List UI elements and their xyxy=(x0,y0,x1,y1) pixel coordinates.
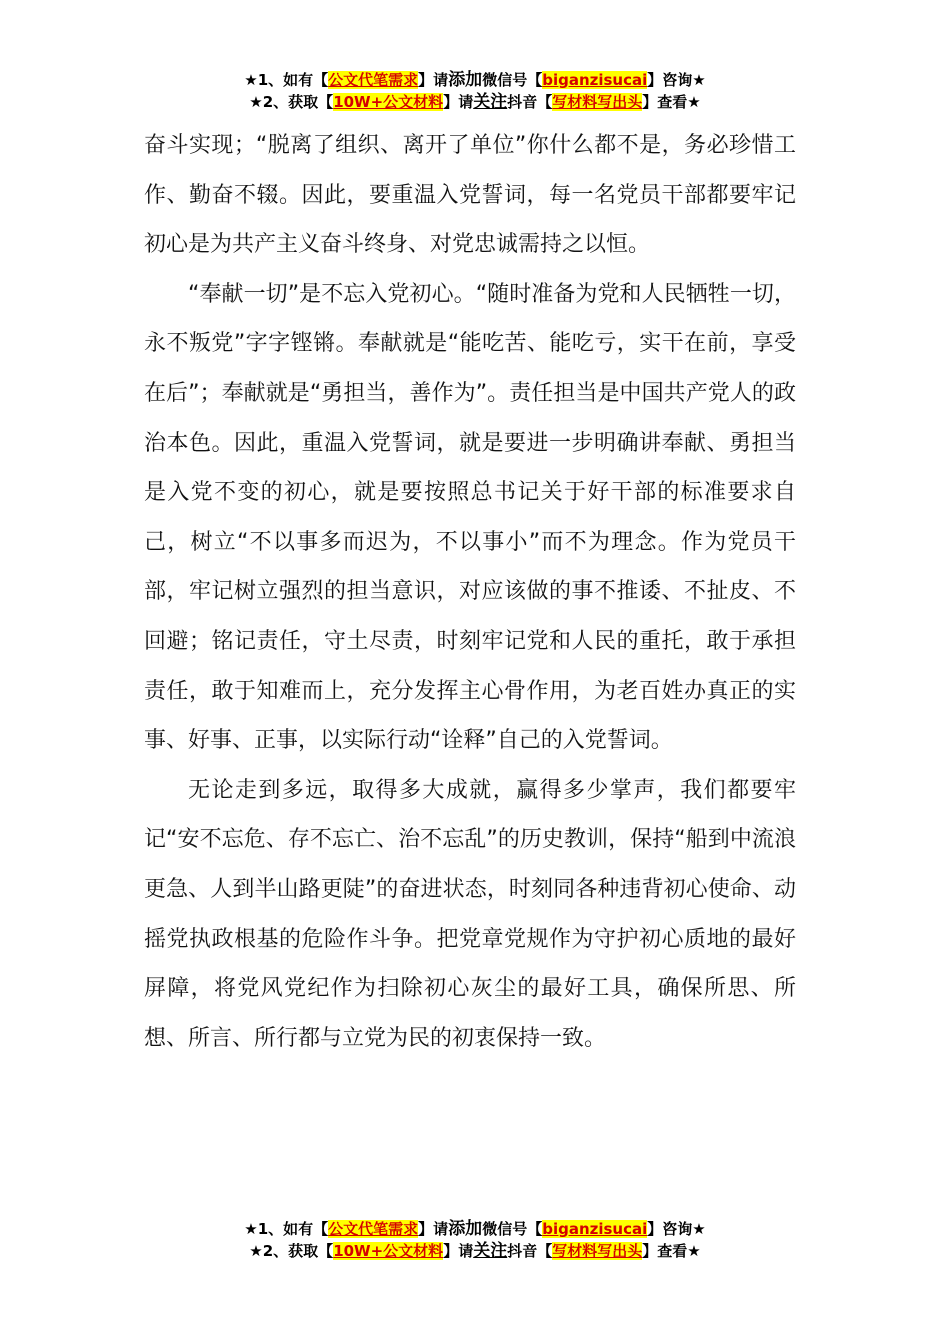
paragraph: “奉献一切”是不忘入党初心。“随时准备为党和人民牺牲一切，永不叛党”字字铿锵。奉献就是“能吃苦、能吃亏，实干在前，享受在后”；奉献就是“勇担当，善作为”。责任担当是中国共产党人的政治本色。因此，重温入党誓词，就是要进一步明确讲奉献、勇担当是入党不变的初心，就是要按照总书记关于好干部的标准要求自己，树立“不以事多而迟为，不以事小”而不为理念。作为党员干部，牢记树立强烈的担当意识，对应该做的事不推诿、不扯皮、不回避；铭记责任，守土尽责，时刻牢记党和人民的重托，敢于承担责任，敢于知难而上，充分发挥主心骨作用，为老百姓办真正的实事、好事、正事，以实际行动“诠释”自己的入党誓词。 xyxy=(144,281,796,754)
materials-highlight: 10W+公文材料 xyxy=(333,1242,444,1260)
banner-text: 】请 xyxy=(443,93,474,111)
document-body xyxy=(144,121,796,1063)
wechat-id-highlight: biganzisucai xyxy=(542,1220,648,1238)
paragraph: 无论走到多远，取得多大成就，赢得多少掌声，我们都要牢记“安不忘危、存不忘亡、治不忘乱”的历史教训，保持“船到中流浪更急、人到半山路更陡”的奋进状态，时刻同各种违背初心使命、动摇党执政根基的危险作斗争。把党章党规作为守护初心质地的最好屏障，将党风党纪作为扫除初心灰尘的最好工具，确保所思、所想、所言、所行都与立党为民的初衷保持一致。 xyxy=(144,777,796,1051)
banner-text: 抖音【 xyxy=(507,93,553,111)
banner-text: 微信号【 xyxy=(482,1220,543,1238)
banner-text: 】请 xyxy=(443,1242,474,1260)
materials-highlight: 10W+公文材料 xyxy=(333,93,444,111)
banner-emphasis: 关注 xyxy=(473,1241,508,1261)
banner-line-2 xyxy=(0,1240,950,1262)
banner-text: 】咨询★ xyxy=(647,1220,706,1238)
ghostwriting-highlight: 公文代笔需求 xyxy=(328,71,419,89)
banner-text: ★1、如有【 xyxy=(244,71,329,89)
banner-emphasis: 添加 xyxy=(448,1219,483,1239)
banner-emphasis: 添加 xyxy=(448,70,483,90)
ghostwriting-highlight: 公文代笔需求 xyxy=(328,1220,419,1238)
banner-text: 】查看★ xyxy=(642,1242,701,1260)
douyin-account-highlight: 写材料写出头 xyxy=(552,1242,643,1260)
banner-text: 】请 xyxy=(418,71,449,89)
banner-text: ★2、获取【 xyxy=(249,93,334,111)
banner-line-2 xyxy=(0,91,950,113)
banner-text: ★2、获取【 xyxy=(249,1242,334,1260)
banner-line-1 xyxy=(0,69,950,91)
banner-text: 】请 xyxy=(418,1220,449,1238)
banner-text: 抖音【 xyxy=(507,1242,553,1260)
header-banner xyxy=(0,69,950,113)
douyin-account-highlight: 写材料写出头 xyxy=(552,93,643,111)
banner-text: 】咨询★ xyxy=(647,71,706,89)
banner-line-1 xyxy=(0,1218,950,1240)
wechat-id-highlight: biganzisucai xyxy=(542,71,648,89)
paragraph: 奋斗实现；“脱离了组织、离开了单位”你什么都不是，务必珍惜工作、勤奋不辍。因此，要重温入党誓词，每一名党员干部都要牢记初心是为共产主义奋斗终身、对党忠诚需持之以恒。 xyxy=(144,133,796,258)
banner-text: ★1、如有【 xyxy=(244,1220,329,1238)
banner-text: 】查看★ xyxy=(642,93,701,111)
footer-banner xyxy=(0,1218,950,1262)
banner-text: 微信号【 xyxy=(482,71,543,89)
banner-emphasis: 关注 xyxy=(473,92,508,112)
